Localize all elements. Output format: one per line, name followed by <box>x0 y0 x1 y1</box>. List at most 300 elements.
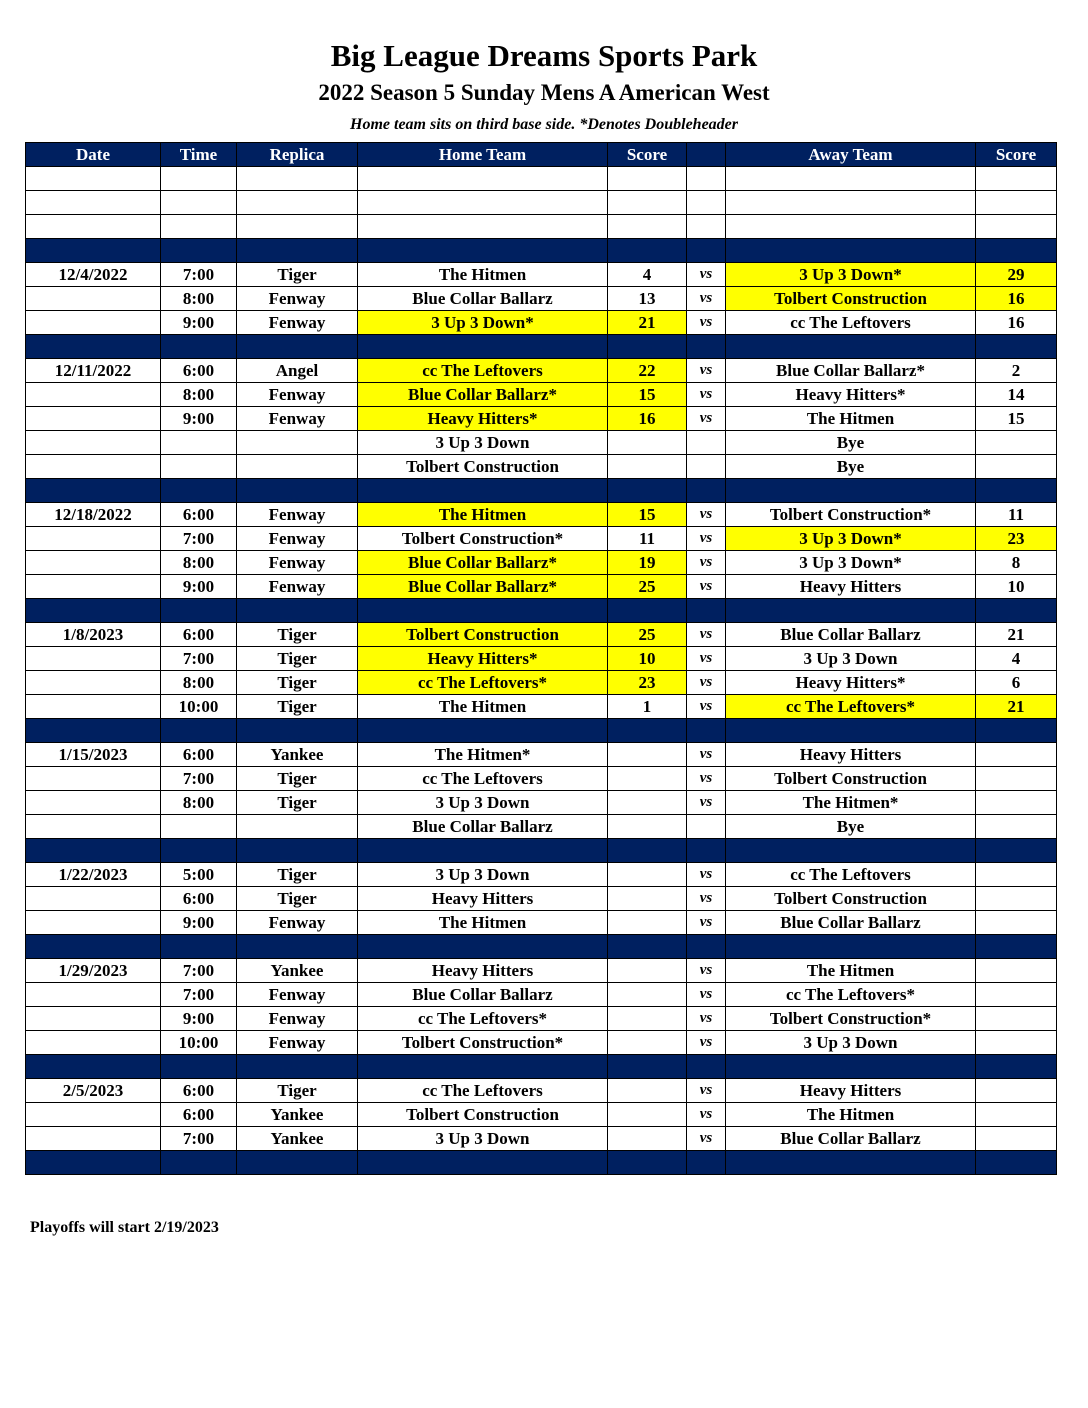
time-cell: 8:00 <box>161 551 237 575</box>
home-score-cell: 22 <box>608 359 687 383</box>
time-cell: 7:00 <box>161 767 237 791</box>
date-cell: 1/8/2023 <box>26 623 161 647</box>
divider-cell <box>237 239 358 263</box>
home-team-cell: Tolbert Construction <box>358 455 608 479</box>
away-team-cell: The Hitmen <box>726 959 976 983</box>
blank-cell <box>687 167 726 191</box>
home-score-cell <box>608 1007 687 1031</box>
time-cell: 9:00 <box>161 1007 237 1031</box>
home-score-cell <box>608 983 687 1007</box>
time-cell: 8:00 <box>161 791 237 815</box>
vs-cell <box>687 815 726 839</box>
away-score-cell <box>976 431 1057 455</box>
home-score-cell <box>608 791 687 815</box>
divider-cell <box>161 479 237 503</box>
vs-cell: vs <box>687 1127 726 1151</box>
home-score-cell: 1 <box>608 695 687 719</box>
game-row <box>26 623 1057 647</box>
time-cell <box>161 455 237 479</box>
section-divider-row <box>26 719 1057 743</box>
date-cell <box>26 767 161 791</box>
divider-cell <box>976 1151 1057 1175</box>
away-team-cell: The Hitmen <box>726 1103 976 1127</box>
page-title: Big League Dreams Sports Park <box>330 38 758 73</box>
divider-cell <box>26 599 161 623</box>
section-divider-row <box>26 479 1057 503</box>
vs-cell: vs <box>687 671 726 695</box>
replica-cell: Angel <box>237 359 358 383</box>
home-team-cell: Heavy Hitters <box>358 959 608 983</box>
date-cell <box>26 575 161 599</box>
schedule-table <box>25 142 1057 1175</box>
home-score-cell <box>608 431 687 455</box>
game-row <box>26 743 1057 767</box>
replica-cell <box>237 431 358 455</box>
date-cell: 1/22/2023 <box>26 863 161 887</box>
date-cell <box>26 911 161 935</box>
replica-cell: Tiger <box>237 623 358 647</box>
divider-cell <box>608 239 687 263</box>
blank-cell <box>26 215 161 239</box>
col-home-team: Home Team <box>358 143 608 167</box>
divider-cell <box>161 839 237 863</box>
divider-cell <box>687 719 726 743</box>
away-team-cell: cc The Leftovers <box>726 863 976 887</box>
blank-cell <box>608 215 687 239</box>
divider-cell <box>26 1055 161 1079</box>
away-team-cell: Blue Collar Ballarz <box>726 911 976 935</box>
vs-cell: vs <box>687 383 726 407</box>
date-cell <box>26 431 161 455</box>
home-team-cell: 3 Up 3 Down* <box>358 311 608 335</box>
vs-cell: vs <box>687 695 726 719</box>
time-cell: 9:00 <box>161 575 237 599</box>
game-row <box>26 983 1057 1007</box>
game-row <box>26 311 1057 335</box>
divider-cell <box>161 599 237 623</box>
game-row <box>26 287 1057 311</box>
home-team-cell: cc The Leftovers <box>358 767 608 791</box>
vs-cell <box>687 455 726 479</box>
divider-cell <box>237 479 358 503</box>
home-score-cell <box>608 455 687 479</box>
home-score-cell: 10 <box>608 647 687 671</box>
home-team-cell: The Hitmen* <box>358 743 608 767</box>
game-row <box>26 551 1057 575</box>
divider-cell <box>608 935 687 959</box>
time-cell: 9:00 <box>161 911 237 935</box>
replica-cell: Tiger <box>237 863 358 887</box>
home-team-cell: Blue Collar Ballarz* <box>358 575 608 599</box>
date-cell <box>26 1031 161 1055</box>
game-row <box>26 1079 1057 1103</box>
away-team-cell: 3 Up 3 Down <box>726 1031 976 1055</box>
divider-cell <box>687 839 726 863</box>
away-score-cell <box>976 1007 1057 1031</box>
divider-cell <box>237 839 358 863</box>
time-cell: 6:00 <box>161 623 237 647</box>
vs-cell: vs <box>687 983 726 1007</box>
game-row <box>26 767 1057 791</box>
date-cell: 1/29/2023 <box>26 959 161 983</box>
section-divider-row <box>26 239 1057 263</box>
divider-cell <box>358 335 608 359</box>
divider-cell <box>26 479 161 503</box>
divider-cell <box>161 1055 237 1079</box>
replica-cell: Tiger <box>237 695 358 719</box>
replica-cell: Fenway <box>237 1007 358 1031</box>
home-score-cell <box>608 1031 687 1055</box>
game-row <box>26 959 1057 983</box>
home-score-cell <box>608 743 687 767</box>
divider-cell <box>687 599 726 623</box>
blank-cell <box>161 215 237 239</box>
away-team-cell: Heavy Hitters* <box>726 383 976 407</box>
time-cell: 7:00 <box>161 263 237 287</box>
game-row <box>26 671 1057 695</box>
home-team-cell: Tolbert Construction <box>358 1103 608 1127</box>
divider-cell <box>608 1055 687 1079</box>
divider-cell <box>608 599 687 623</box>
time-cell <box>161 431 237 455</box>
divider-cell <box>358 239 608 263</box>
divider-cell <box>161 719 237 743</box>
time-cell: 7:00 <box>161 959 237 983</box>
time-cell: 10:00 <box>161 1031 237 1055</box>
away-team-cell: Heavy Hitters <box>726 575 976 599</box>
col-replica: Replica <box>237 143 358 167</box>
divider-cell <box>976 599 1057 623</box>
replica-cell: Yankee <box>237 1103 358 1127</box>
date-cell <box>26 983 161 1007</box>
blank-cell <box>726 191 976 215</box>
replica-cell: Fenway <box>237 503 358 527</box>
divider-cell <box>726 719 976 743</box>
game-row <box>26 455 1057 479</box>
time-cell: 9:00 <box>161 407 237 431</box>
home-team-cell: The Hitmen <box>358 911 608 935</box>
divider-cell <box>608 719 687 743</box>
away-score-cell: 2 <box>976 359 1057 383</box>
away-team-cell: Heavy Hitters <box>726 1079 976 1103</box>
date-cell <box>26 791 161 815</box>
home-score-cell: 21 <box>608 311 687 335</box>
home-score-cell <box>608 887 687 911</box>
away-team-cell: Tolbert Construction* <box>726 1007 976 1031</box>
replica-cell: Fenway <box>237 407 358 431</box>
home-score-cell: 15 <box>608 383 687 407</box>
home-score-cell: 25 <box>608 623 687 647</box>
away-team-cell: cc The Leftovers <box>726 311 976 335</box>
divider-cell <box>687 335 726 359</box>
replica-cell: Tiger <box>237 263 358 287</box>
replica-cell: Yankee <box>237 743 358 767</box>
home-score-cell <box>608 767 687 791</box>
away-score-cell: 21 <box>976 623 1057 647</box>
blank-cell <box>26 167 161 191</box>
home-team-cell: 3 Up 3 Down <box>358 431 608 455</box>
vs-cell: vs <box>687 743 726 767</box>
time-cell: 6:00 <box>161 887 237 911</box>
col-vs <box>687 143 726 167</box>
divider-cell <box>26 335 161 359</box>
time-cell: 8:00 <box>161 287 237 311</box>
away-team-cell: Tolbert Construction <box>726 887 976 911</box>
away-score-cell: 10 <box>976 575 1057 599</box>
blank-cell <box>358 215 608 239</box>
away-score-cell <box>976 743 1057 767</box>
home-team-cell: Tolbert Construction <box>358 623 608 647</box>
vs-cell: vs <box>687 407 726 431</box>
divider-cell <box>26 839 161 863</box>
home-team-cell: 3 Up 3 Down <box>358 1127 608 1151</box>
divider-cell <box>358 1151 608 1175</box>
home-team-cell: Blue Collar Ballarz* <box>358 551 608 575</box>
divider-cell <box>237 599 358 623</box>
away-score-cell <box>976 1079 1057 1103</box>
away-score-cell <box>976 791 1057 815</box>
divider-cell <box>726 599 976 623</box>
vs-cell <box>687 431 726 455</box>
home-score-cell: 15 <box>608 503 687 527</box>
vs-cell: vs <box>687 623 726 647</box>
replica-cell: Fenway <box>237 383 358 407</box>
page-subtitle: 2022 Season 5 Sunday Mens A American West <box>318 80 770 105</box>
divider-cell <box>687 935 726 959</box>
time-cell: 8:00 <box>161 383 237 407</box>
time-cell: 8:00 <box>161 671 237 695</box>
blank-cell <box>726 215 976 239</box>
divider-cell <box>687 1055 726 1079</box>
vs-cell: vs <box>687 551 726 575</box>
home-team-cell: Blue Collar Ballarz <box>358 287 608 311</box>
game-row <box>26 647 1057 671</box>
away-team-cell: 3 Up 3 Down <box>726 647 976 671</box>
col-away-team: Away Team <box>726 143 976 167</box>
away-score-cell <box>976 1127 1057 1151</box>
blank-cell <box>161 167 237 191</box>
home-team-cell: Heavy Hitters* <box>358 647 608 671</box>
home-score-cell <box>608 1103 687 1127</box>
vs-cell: vs <box>687 647 726 671</box>
divider-cell <box>687 1151 726 1175</box>
home-score-cell: 11 <box>608 527 687 551</box>
replica-cell: Fenway <box>237 287 358 311</box>
home-team-cell: cc The Leftovers* <box>358 1007 608 1031</box>
home-score-cell <box>608 911 687 935</box>
divider-cell <box>608 839 687 863</box>
vs-cell: vs <box>687 863 726 887</box>
away-team-cell: Heavy Hitters* <box>726 671 976 695</box>
away-score-cell: 21 <box>976 695 1057 719</box>
game-row <box>26 1007 1057 1031</box>
home-team-cell: Blue Collar Ballarz <box>358 815 608 839</box>
home-team-cell: cc The Leftovers <box>358 1079 608 1103</box>
date-cell <box>26 383 161 407</box>
col-home-score: Score <box>608 143 687 167</box>
replica-cell: Fenway <box>237 527 358 551</box>
divider-cell <box>237 1151 358 1175</box>
vs-cell: vs <box>687 527 726 551</box>
away-team-cell: 3 Up 3 Down* <box>726 263 976 287</box>
blank-cell <box>358 191 608 215</box>
home-team-cell: Heavy Hitters* <box>358 407 608 431</box>
home-team-cell: Tolbert Construction* <box>358 1031 608 1055</box>
divider-cell <box>26 935 161 959</box>
divider-cell <box>726 935 976 959</box>
divider-cell <box>358 839 608 863</box>
date-cell <box>26 647 161 671</box>
section-divider-row <box>26 935 1057 959</box>
divider-cell <box>161 239 237 263</box>
divider-cell <box>976 239 1057 263</box>
date-cell: 1/15/2023 <box>26 743 161 767</box>
game-row <box>26 791 1057 815</box>
time-cell: 9:00 <box>161 311 237 335</box>
col-time: Time <box>161 143 237 167</box>
time-cell: 6:00 <box>161 1079 237 1103</box>
home-score-cell <box>608 815 687 839</box>
date-cell <box>26 815 161 839</box>
divider-cell <box>358 935 608 959</box>
date-cell <box>26 551 161 575</box>
away-team-cell: The Hitmen <box>726 407 976 431</box>
game-row <box>26 1103 1057 1127</box>
date-cell: 12/11/2022 <box>26 359 161 383</box>
away-score-cell: 6 <box>976 671 1057 695</box>
date-cell <box>26 407 161 431</box>
time-cell <box>161 815 237 839</box>
replica-cell <box>237 455 358 479</box>
vs-cell: vs <box>687 503 726 527</box>
section-divider-row <box>26 599 1057 623</box>
header-row <box>26 143 1057 167</box>
divider-cell <box>237 719 358 743</box>
divider-cell <box>976 479 1057 503</box>
home-score-cell <box>608 959 687 983</box>
away-score-cell: 23 <box>976 527 1057 551</box>
divider-cell <box>161 335 237 359</box>
home-score-cell: 19 <box>608 551 687 575</box>
divider-cell <box>976 935 1057 959</box>
date-cell: 2/5/2023 <box>26 1079 161 1103</box>
time-cell: 7:00 <box>161 1127 237 1151</box>
footer-note: Playoffs will start 2/19/2023 <box>30 1219 219 1236</box>
vs-cell: vs <box>687 311 726 335</box>
home-score-cell <box>608 863 687 887</box>
divider-cell <box>687 479 726 503</box>
date-cell: 12/4/2022 <box>26 263 161 287</box>
blank-row <box>26 215 1057 239</box>
away-score-cell <box>976 455 1057 479</box>
blank-cell <box>687 191 726 215</box>
away-score-cell <box>976 1103 1057 1127</box>
replica-cell: Yankee <box>237 1127 358 1151</box>
date-cell <box>26 671 161 695</box>
blank-cell <box>237 167 358 191</box>
vs-cell: vs <box>687 575 726 599</box>
divider-cell <box>976 1055 1057 1079</box>
replica-cell: Tiger <box>237 887 358 911</box>
home-score-cell: 13 <box>608 287 687 311</box>
time-cell: 6:00 <box>161 743 237 767</box>
home-score-cell: 16 <box>608 407 687 431</box>
blank-cell <box>237 191 358 215</box>
col-date: Date <box>26 143 161 167</box>
game-row <box>26 1127 1057 1151</box>
blank-cell <box>608 191 687 215</box>
divider-cell <box>26 1151 161 1175</box>
date-cell <box>26 455 161 479</box>
date-cell <box>26 1127 161 1151</box>
game-row <box>26 887 1057 911</box>
replica-cell: Tiger <box>237 767 358 791</box>
vs-cell: vs <box>687 911 726 935</box>
blank-cell <box>976 167 1057 191</box>
time-cell: 7:00 <box>161 527 237 551</box>
away-team-cell: cc The Leftovers* <box>726 983 976 1007</box>
blank-cell <box>976 191 1057 215</box>
replica-cell: Tiger <box>237 647 358 671</box>
divider-cell <box>687 239 726 263</box>
away-team-cell: Bye <box>726 455 976 479</box>
home-team-cell: Blue Collar Ballarz* <box>358 383 608 407</box>
time-cell: 7:00 <box>161 983 237 1007</box>
game-row <box>26 575 1057 599</box>
replica-cell: Yankee <box>237 959 358 983</box>
section-divider-row <box>26 335 1057 359</box>
divider-cell <box>976 719 1057 743</box>
home-score-cell: 25 <box>608 575 687 599</box>
replica-cell: Fenway <box>237 1031 358 1055</box>
replica-cell: Tiger <box>237 1079 358 1103</box>
away-team-cell: 3 Up 3 Down* <box>726 527 976 551</box>
date-cell <box>26 311 161 335</box>
home-team-cell: 3 Up 3 Down <box>358 791 608 815</box>
game-row <box>26 1031 1057 1055</box>
home-team-cell: Heavy Hitters <box>358 887 608 911</box>
home-score-cell: 23 <box>608 671 687 695</box>
vs-cell: vs <box>687 359 726 383</box>
divider-cell <box>358 599 608 623</box>
away-team-cell: Heavy Hitters <box>726 743 976 767</box>
divider-cell <box>726 335 976 359</box>
section-divider-row <box>26 839 1057 863</box>
away-team-cell: 3 Up 3 Down* <box>726 551 976 575</box>
away-team-cell: Blue Collar Ballarz <box>726 1127 976 1151</box>
home-score-cell <box>608 1127 687 1151</box>
away-team-cell: Tolbert Construction* <box>726 503 976 527</box>
replica-cell: Fenway <box>237 983 358 1007</box>
date-cell <box>26 695 161 719</box>
replica-cell: Fenway <box>237 311 358 335</box>
game-row <box>26 407 1057 431</box>
blank-cell <box>608 167 687 191</box>
divider-cell <box>608 335 687 359</box>
game-row <box>26 503 1057 527</box>
away-team-cell: The Hitmen* <box>726 791 976 815</box>
divider-cell <box>726 839 976 863</box>
away-team-cell: Blue Collar Ballarz* <box>726 359 976 383</box>
away-score-cell <box>976 887 1057 911</box>
date-cell <box>26 1007 161 1031</box>
blank-cell <box>976 215 1057 239</box>
away-score-cell <box>976 911 1057 935</box>
divider-cell <box>976 839 1057 863</box>
section-divider-row <box>26 1055 1057 1079</box>
divider-cell <box>237 935 358 959</box>
vs-cell: vs <box>687 287 726 311</box>
